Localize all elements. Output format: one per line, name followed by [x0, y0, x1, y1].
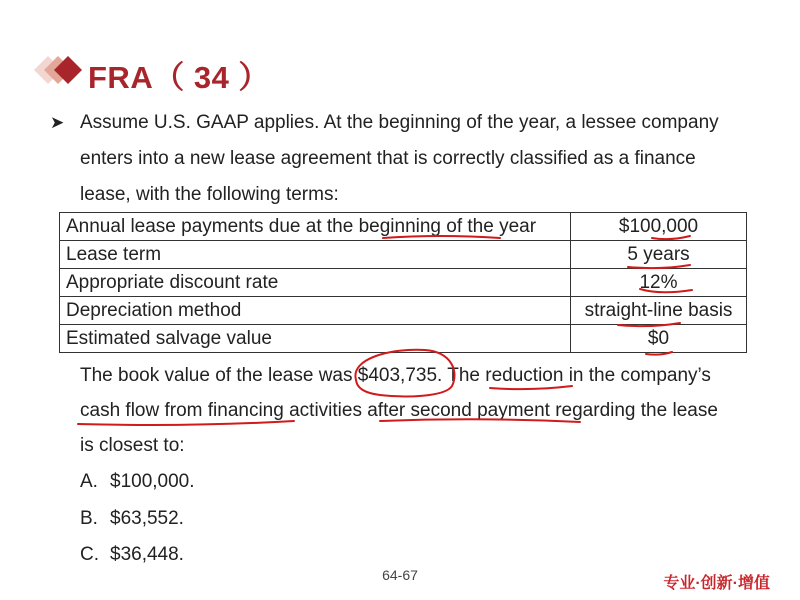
lease-terms-table [59, 212, 747, 353]
term-value: 12% [571, 269, 747, 297]
term-label: Estimated salvage value [60, 325, 571, 353]
option-text: $100,000. [110, 471, 195, 492]
bullet-arrow-icon: ➤ [50, 113, 65, 132]
term-label: Depreciation method [60, 297, 571, 325]
term-label: Appropriate discount rate [60, 269, 571, 297]
intro-line-2: enters into a new lease agreement that is correctly classified as a finance [80, 148, 696, 169]
underline-reduction [490, 386, 572, 389]
body-line-2: cash flow from financing activities after second payment regarding the lease [80, 400, 718, 421]
option-letter: B. [80, 508, 98, 529]
term-label: Annual lease payments due at the beginning of the year [60, 213, 571, 241]
term-value: straight-line basis [571, 297, 747, 325]
answer-option-c [80, 544, 184, 566]
option-text: $36,448. [110, 544, 184, 565]
option-text: $63,552. [110, 508, 184, 529]
table-row [60, 269, 747, 297]
term-label: Lease term [60, 241, 571, 269]
term-value: $100,000 [571, 213, 747, 241]
page-number: 64-67 [382, 567, 418, 583]
slide-title: FRA（ 34 ） [88, 60, 270, 95]
underline-cash-flow [78, 421, 294, 425]
answer-option-b [80, 508, 184, 530]
option-letter: C. [80, 544, 99, 565]
diamond-logo-icon [20, 52, 82, 88]
table-row [60, 297, 747, 325]
body-line-1: The book value of the lease was $403,735. The reduction in the company’s [80, 365, 711, 386]
term-value: $0 [571, 325, 747, 353]
table-row [60, 325, 747, 353]
body-line-3: is closest to: [80, 435, 185, 456]
term-value: 5 years [571, 241, 747, 269]
answer-option-a [80, 471, 195, 493]
table-row [60, 241, 747, 269]
intro-line-3: lease, with the following terms: [80, 184, 339, 205]
option-letter: A. [80, 471, 98, 492]
intro-line-1: Assume U.S. GAAP applies. At the beginning of the year, a lessee company [80, 112, 719, 133]
brand-slogan: 专业·创新·增值 [663, 575, 770, 592]
table-row [60, 213, 747, 241]
